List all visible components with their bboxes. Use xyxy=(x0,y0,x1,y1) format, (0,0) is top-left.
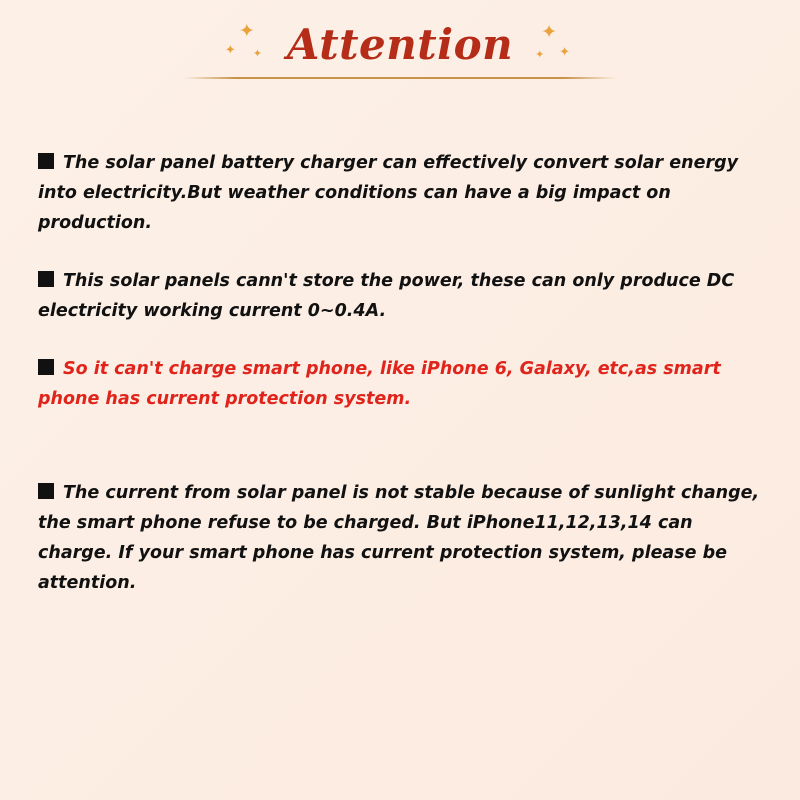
notice-body xyxy=(38,130,768,598)
notice-paragraph-text: So it can't charge smart phone, like iPhone 6, Galaxy, etc,as smart phone has current protection system. xyxy=(38,358,721,410)
sparkle-glyph: ✦ xyxy=(252,47,263,61)
notice-paragraph xyxy=(38,148,768,238)
page-title: Attention xyxy=(286,20,514,69)
sparkle-decoration-left-icon xyxy=(223,22,269,68)
sparkle-glyph: ✦ xyxy=(559,45,571,61)
sparkle-glyph: ✦ xyxy=(224,43,236,59)
bullet-square-icon xyxy=(38,153,54,169)
paragraph-spacer xyxy=(38,442,768,460)
sparkle-glyph: ✦ xyxy=(541,21,558,44)
notice-paragraph-text: The current from solar panel is not stable because of sunlight change, the smart phone refuse to be charged. But iPhone11,12,13,14 can charge. If your smart phone has current protection system, please be attention. xyxy=(38,482,760,593)
notice-paragraph xyxy=(38,266,768,326)
notice-paragraph xyxy=(38,478,768,598)
page-header xyxy=(0,0,800,79)
notice-paragraph-text: This solar panels cann't store the power, these can only produce DC electricity working current 0~0.4A. xyxy=(38,270,735,321)
bullet-square-icon xyxy=(38,359,54,375)
sparkle-glyph: ✦ xyxy=(238,20,255,43)
notice-paragraph-text: The solar panel battery charger can effectively convert solar energy into electricity.But weather conditions can have a big impact on production. xyxy=(38,152,739,233)
title-divider xyxy=(183,77,617,79)
title-row xyxy=(0,22,800,68)
sparkle-decoration-right-icon xyxy=(531,22,577,68)
bullet-square-icon xyxy=(38,483,54,499)
notice-paragraph-warning xyxy=(38,354,768,414)
bullet-square-icon xyxy=(38,271,54,287)
sparkle-glyph: ✦ xyxy=(535,48,545,62)
